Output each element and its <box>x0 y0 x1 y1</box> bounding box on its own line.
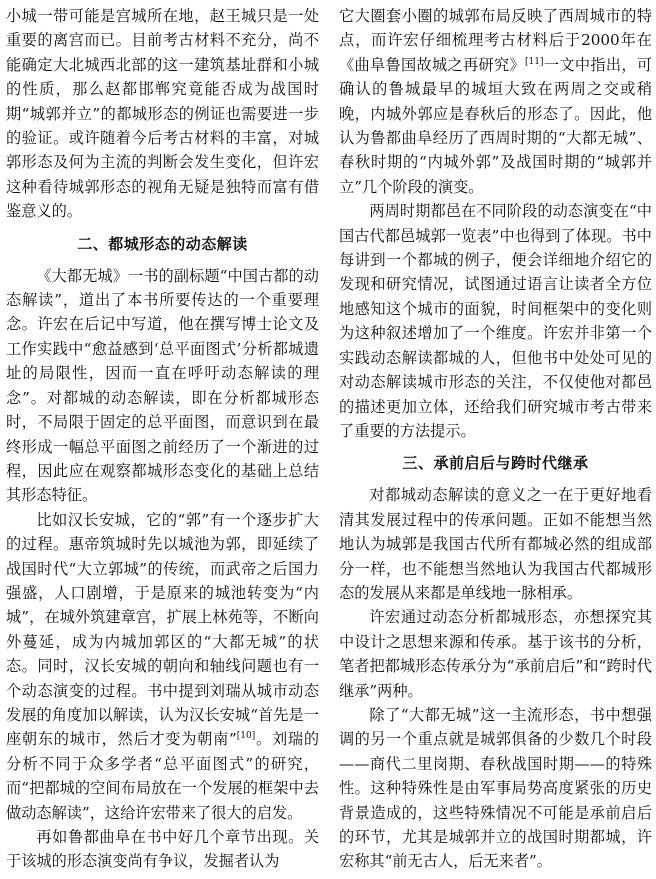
paragraph: 除了“大都无城”这一主流形态，书中想强调的另一个重点就是城郭俱备的少数几个时段——商代二里岗期、春秋战国时期——的特殊性。这种特殊性是由军事局势高度紧张的历史背景造成的，这些特殊情况不可能是承前启后的环节，尤其是城郭并立的战国时期都城，许宏称其“前无古人，后无来者”。 <box>339 705 652 871</box>
right-column <box>339 4 652 876</box>
paragraph: 两周时期都邑在不同阶段的动态演变在“中国古代都邑城郭一览表”中也得到了体现。书中每讲到一个都城的例子，便会详细地介绍它的发现和研究情况，试图通过语言让读者全方位地感知这个城市的面貌，时间框架中的变化则为这种叙述增加了一个维度。许宏并非第一个实践动态解读都城的人，但他书中处处可见的对动态解读城市形态的关注，不仅使他对都邑的描述更加立体，还给我们研究城市考古带来了重要的方法提示。 <box>339 202 652 440</box>
paragraph: 再如鲁都曲阜在书中好几个章节出现。关于该城的形态演变尚有争议，发掘者认为 <box>6 828 319 871</box>
paragraph-continuation <box>339 4 652 199</box>
reference-marker: [11] <box>525 56 544 67</box>
section-heading-3: 三、承前启后与跨时代继承 <box>402 454 589 473</box>
section-heading-2: 二、都城形态的动态解读 <box>77 234 248 253</box>
paragraph <box>6 508 319 825</box>
paragraph-text: 它大圈套小圈的城郭布局反映了西周城市的特点，而许宏仔细梳理考古材料后于2000年在《曲阜鲁国故城之再研究》 <box>339 7 652 74</box>
paragraph-continuation: 小城一带可能是宫城所在地，赵王城只是一处重要的离宫而已。目前考古材料不充分，尚不能确定大北城西北部的这一建筑基址群和小城的性质，那么赵都邯郸究竟能否成为战国时期“城郭并立”的都城形态的例证也需要进一步的验证。或许随着今后考古材料的丰富，对城郭形态及何为主流的判断会发生变化，但许宏这种看待城郭形态的视角无疑是独特而富有借鉴意义的。 <box>6 7 319 221</box>
paragraph: 许宏通过动态分析都城形态，亦想探究其中设计之思想来源和传承。基于该书的分析，笔者把都城形态传承分为“承前启后”和“跨时代继承”两种。 <box>339 608 652 700</box>
reference-marker: [10] <box>236 731 256 742</box>
article-page <box>6 4 652 876</box>
left-column <box>6 4 319 876</box>
paragraph: 对都城动态解读的意义之一在于更好地看清其发展过程中的传承问题。正如不能想当然地认为城郭是我国古代所有都城必然的组成部分一样，也不能想当然地认为我国古代都城形态的发展从来都是单线地一脉相承。 <box>339 486 652 602</box>
paragraph-text: 。刘瑞的分析不同于众多学者“总平面图式”的研究，而“把都城的空间布局放在一个发展的框架中去做动态解读”，这给许宏带来了很大的启发。 <box>6 730 319 822</box>
paragraph-text: 一文中指出，可确认的鲁城最早的城垣大致在两周之交或稍晚，内城外郭应是春秋后的形态了。因此，他认为鲁都曲阜经历了西周时期的“大都无城”、春秋时期的“内城外郭”及战国时期的“城郭并立”几个阶段的演变。 <box>339 55 652 196</box>
paragraph: 《大都无城》一书的副标题“中国古都的动态解读”，道出了本书所要传达的一个重要理念。许宏在后记中写道，他在撰写博士论文及工作实践中“愈益感到‘总平面图式’分析都城遗址的局限性，因而一直在呼吁动态解读的理念”。对都城的动态解读，即在分析都城形态时，不局限于固定的总平面图，而意识到在最终形成一幅总平面图之前经历了一个渐进的过程，因此应在观察都城形态变化的基础上总结其形态特征。 <box>6 266 319 505</box>
paragraph-text: 比如汉长安城，它的“郭”有一个逐步扩大的过程。惠帝筑城时先以城池为郭，即延续了战国时代“大立郭城”的传统，而武帝之后国力强盛，人口剧增，于是原来的城池转变为“内城”，在城外筑建章宫，扩展上林苑等，不断向外蔓延，成为内城加郭区的“大都无城”的状态。同时，汉长安城的朝向和轴线问题也有一个动态演变的过程。书中提到刘瑞从城市动态发展的角度加以解读，认为汉长安城“首先是一座朝东的城市，然后才变为朝南” <box>6 510 319 749</box>
